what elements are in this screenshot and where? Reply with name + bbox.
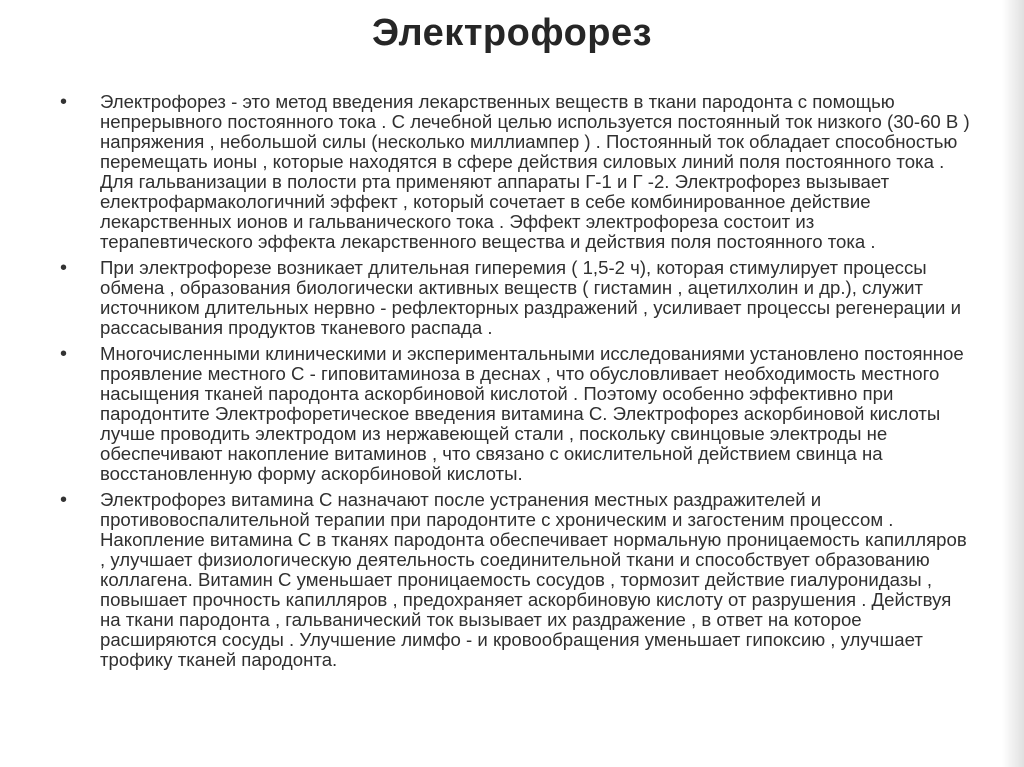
list-item — [60, 92, 972, 252]
page-edge-shadow — [1002, 0, 1024, 767]
slide-title: Электрофорез — [371, 12, 653, 54]
list-item — [60, 490, 972, 670]
bullet-icon: • — [60, 91, 68, 113]
bullet-icon: • — [60, 489, 68, 511]
bullet-icon: • — [60, 257, 68, 279]
bullet-list — [60, 92, 972, 676]
paragraph-text: Электрофорез - это метод введения лекарственных веществ в ткани пародонта с помощью непрерывного постоянного тока . С лечебной целью используется постоянный ток низкого (30-60 В ) напряжения , небольшой силы (несколько миллиампер ) . Постоянный ток обладает способностью перемещать ионы , которые находятся в сфере действия силовых линий поля постоянного тока . Для гальванизации в полости рта применяют аппараты Г-1 и Г -2. Электрофорез вызывает електрофармакологичний эффект , который сочетает в себе комбинированное действие лекарственных ионов и гальванического тока . Эффект электрофореза состоит из терапевтического эффекта лекарственного вещества и действия поля постоянного тока . — [100, 91, 970, 252]
list-item — [60, 258, 972, 338]
bullet-icon: • — [60, 343, 68, 365]
list-item — [60, 344, 972, 484]
paragraph-text: При электрофорезе возникает длительная гиперемия ( 1,5-2 ч), которая стимулирует процессы обмена , образования биологически активных веществ ( гистамин , ацетилхолин и др.), служит источником длительных нервно - рефлекторных раздражений , усиливает процессы регенерации и рассасывания продуктов тканевого распада . — [100, 257, 961, 338]
paragraph-text: Электрофорез витамина С назначают после устранения местных раздражителей и противовоспалительной терапии при пародонтите с хроническим и загостеним процессом . Накопление витамина С в тканях пародонта обеспечивает нормальную проницаемость капилляров , улучшает физиологическую деятельность соединительной ткани и способствует образованию коллагена. Витамин С уменьшает проницаемость сосудов , тормозит действие гиалуронидазы , повышает прочность капилляров , предохраняет аскорбиновую кислоту от разрушения . Действуя на ткани пародонта , гальванический ток вызывает их раздражение , в ответ на которое расширяются сосуды . Улучшение лимфо - и кровообращения уменьшает гипоксию , улучшает трофику тканей пародонта. — [100, 489, 967, 670]
paragraph-text: Многочисленными клиническими и экспериментальными исследованиями установлено постоянное проявление местного С - гиповитаминоза в деснах , что обусловливает необходимость местного насыщения тканей пародонта аскорбиновой кислотой . Поэтому особенно эффективно при пародонтите Электрофоретическое введения витамина С. Электрофорез аскорбиновой кислоты лучше проводить электродом из нержавеющей стали , поскольку свинцовые электроды не обеспечивают накопление витаминов , что связано с окислительной действием свинца на восстановленную форму аскорбиновой кислоты. — [100, 343, 964, 484]
